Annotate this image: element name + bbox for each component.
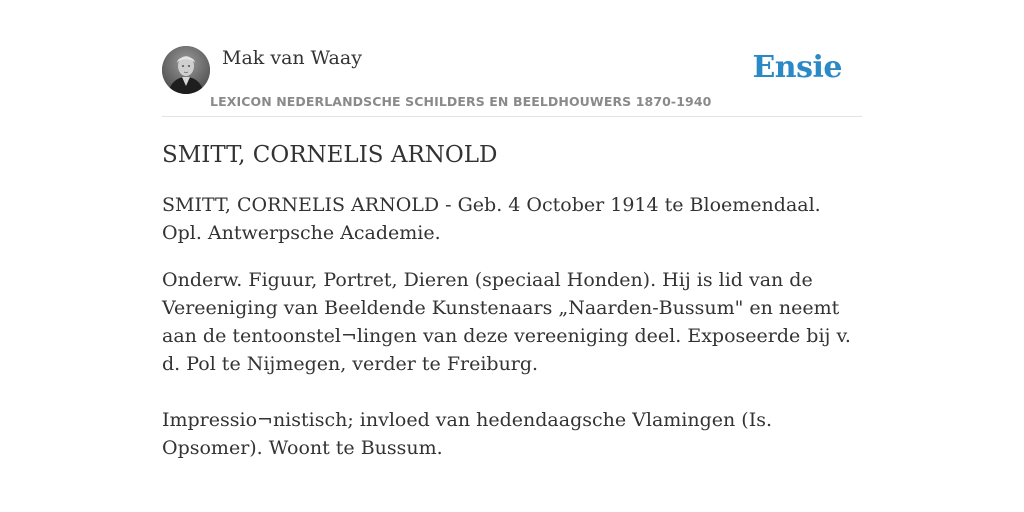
author-avatar[interactable] — [162, 46, 210, 94]
article-paragraph: Impressio¬nistisch; invloed van hedendaagsche Vlamingen (Is. Opsomer). Woont te Bussum. — [162, 409, 773, 459]
article-paragraph: Onderw. Figuur, Portret, Dieren (speciaal Honden). Hij is lid van de Vereeniging van Beeldende Kunstenaars „Naarden-Bussum" en neemt aan de tentoonstel¬lingen van deze vereeniging deel. Exposeerde bij v. d. Pol te Nijmegen, verder te Freiburg. — [162, 269, 851, 375]
author-name[interactable]: Mak van Waay — [222, 47, 362, 69]
article-title: SMITT, CORNELIS ARNOLD — [162, 142, 498, 168]
article-paragraph: SMITT, CORNELIS ARNOLD - Geb. 4 October 1914 te Bloemendaal. Opl. Antwerpsche Academie. — [162, 194, 821, 244]
ensie-logo[interactable]: Ensie — [752, 50, 842, 85]
lexicon-subtitle[interactable]: LEXICON NEDERLANDSCHE SCHILDERS EN BEELDHOUWERS 1870-1940 — [210, 94, 712, 109]
article — [162, 138, 866, 462]
header — [162, 46, 862, 117]
portrait-photo-icon — [162, 46, 210, 94]
